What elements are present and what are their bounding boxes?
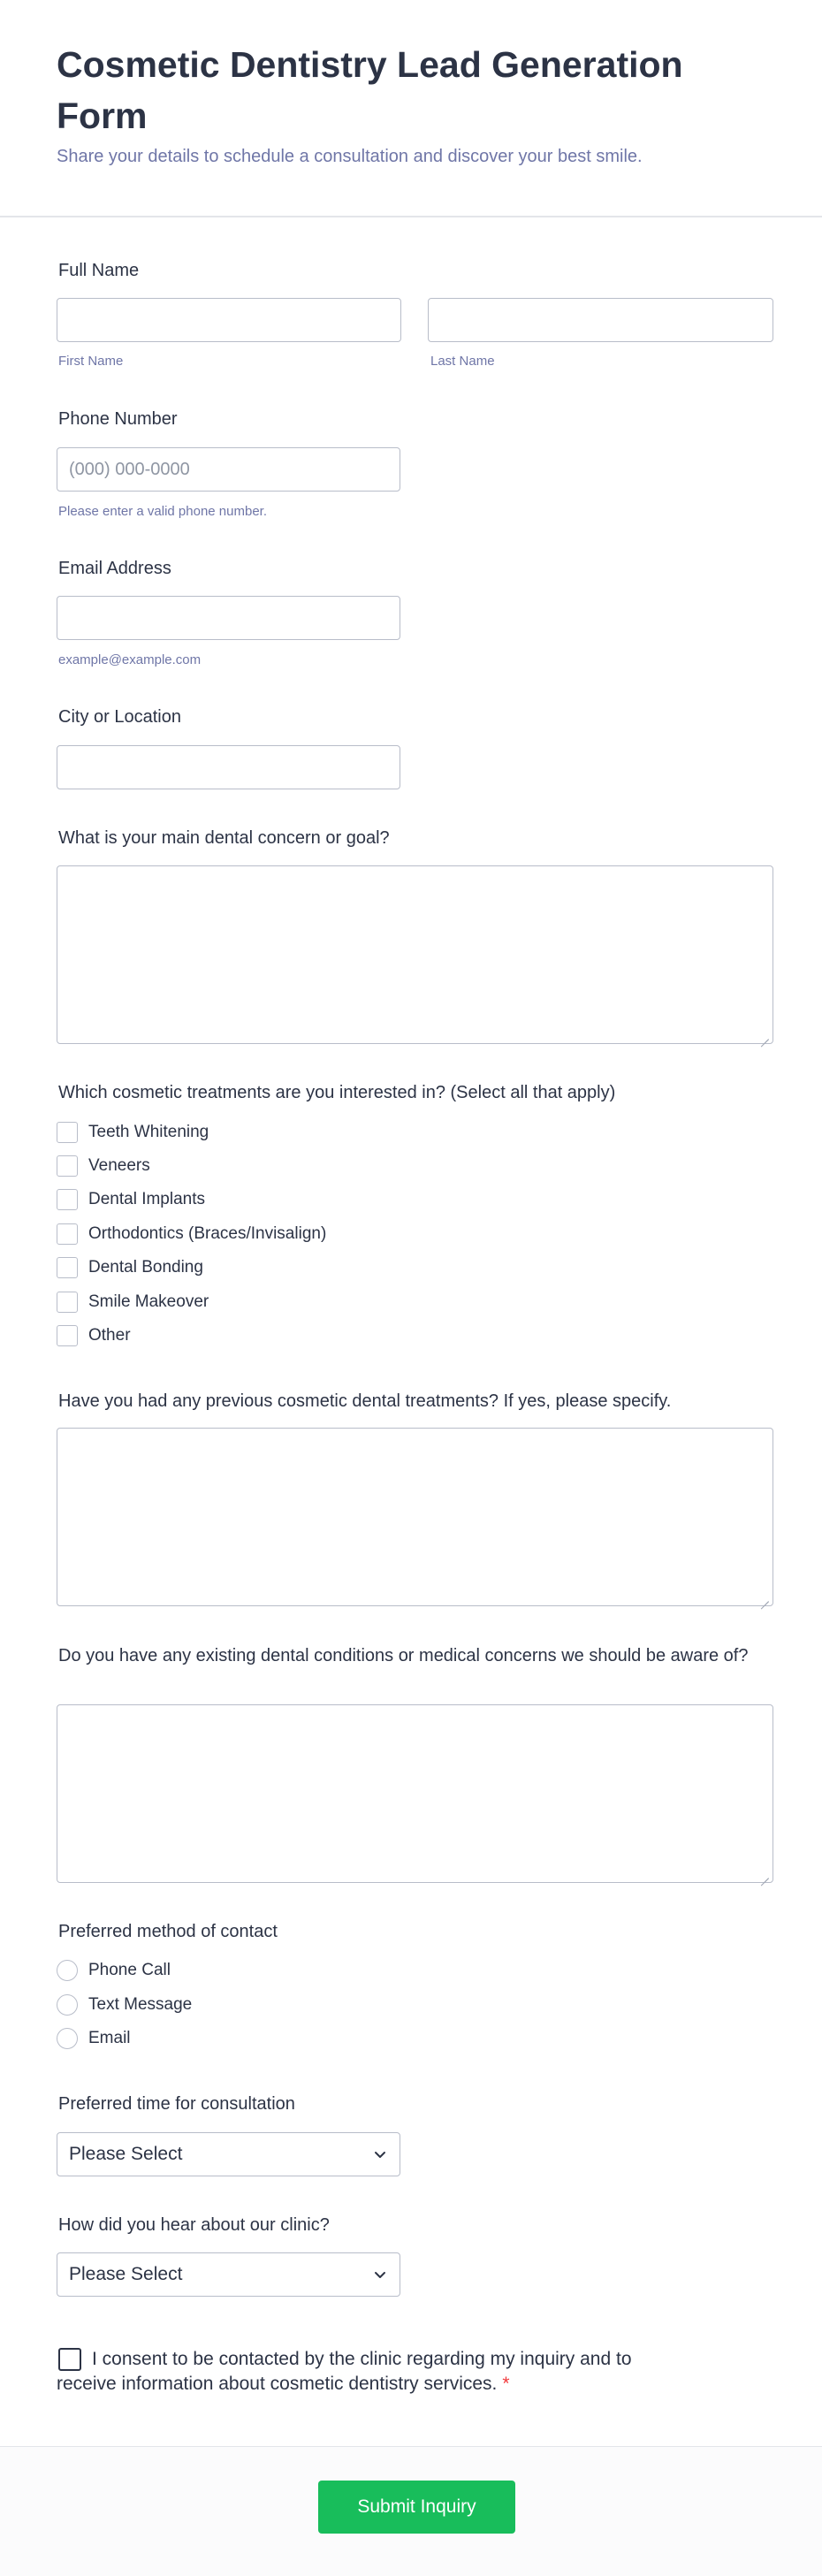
- checkbox-icon[interactable]: [57, 1292, 78, 1313]
- conditions-textarea[interactable]: [57, 1704, 773, 1883]
- concern-label: What is your main dental concern or goal?: [58, 828, 390, 848]
- contact-method-option-label: Phone Call: [88, 1961, 171, 1979]
- contact-method-option[interactable]: [57, 2027, 131, 2050]
- radio-icon[interactable]: [57, 1960, 78, 1981]
- first-name-sublabel: First Name: [58, 354, 124, 369]
- checkbox-icon[interactable]: [57, 1155, 78, 1177]
- phone-sublabel: Please enter a valid phone number.: [58, 504, 267, 519]
- treatments-label: Which cosmetic treatments are you interested in? (Select all that apply): [58, 1083, 616, 1102]
- chevron-down-icon: [372, 2267, 388, 2283]
- city-label: City or Location: [58, 707, 181, 727]
- phone-input[interactable]: [57, 447, 400, 492]
- treatment-option[interactable]: [57, 1291, 209, 1314]
- checkbox-icon[interactable]: [57, 1257, 78, 1278]
- submit-button[interactable]: Submit Inquiry: [318, 2481, 515, 2534]
- city-input[interactable]: [57, 745, 400, 789]
- treatment-option-label: Dental Implants: [88, 1190, 206, 1208]
- consent-text: [57, 2347, 666, 2397]
- required-mark: *: [502, 2374, 510, 2394]
- consent-label: I consent to be contacted by the clinic regarding my inquiry and to receive information about cosmetic dentistry services.: [57, 2349, 632, 2394]
- consult-time-selected: Please Select: [69, 2144, 183, 2164]
- treatment-option-label: Other: [88, 1326, 131, 1345]
- treatment-option-label: Orthodontics (Braces/Invisalign): [88, 1224, 327, 1243]
- conditions-label: Do you have any existing dental conditions or medical concerns we should be aware of?: [58, 1646, 749, 1665]
- resize-handle-icon[interactable]: [760, 1593, 769, 1602]
- contact-method-option[interactable]: [57, 1959, 171, 1982]
- referral-selected: Please Select: [69, 2264, 183, 2284]
- treatment-option-label: Dental Bonding: [88, 1258, 203, 1277]
- treatment-option[interactable]: [57, 1256, 203, 1279]
- chevron-down-icon: [372, 2146, 388, 2162]
- form-subtitle: Share your details to schedule a consultation and discover your best smile.: [57, 147, 643, 166]
- email-sublabel: example@example.com: [58, 652, 202, 667]
- treatment-option[interactable]: [57, 1155, 150, 1177]
- contact-method-option-label: Email: [88, 2029, 131, 2047]
- checkbox-icon[interactable]: [57, 1325, 78, 1346]
- treatment-option-label: Teeth Whitening: [88, 1123, 209, 1141]
- concern-textarea[interactable]: [57, 865, 773, 1044]
- contact-method-option-label: Text Message: [88, 1995, 193, 2014]
- email-label: Email Address: [58, 559, 171, 578]
- referral-select[interactable]: [57, 2252, 400, 2297]
- checkbox-icon[interactable]: [57, 1223, 78, 1245]
- treatment-option-label: Smile Makeover: [88, 1292, 209, 1311]
- last-name-input[interactable]: [428, 298, 773, 342]
- consult-time-select[interactable]: [57, 2132, 400, 2176]
- checkbox-icon[interactable]: [57, 1189, 78, 1210]
- treatment-option[interactable]: [57, 1223, 326, 1246]
- phone-label: Phone Number: [58, 409, 178, 429]
- previous-treatments-label: Have you had any previous cosmetic dental treatments? If yes, please specify.: [58, 1391, 672, 1411]
- form-title: Cosmetic Dentistry Lead Generation Form: [57, 44, 683, 136]
- checkbox-icon[interactable]: [57, 1122, 78, 1143]
- contact-method-label: Preferred method of contact: [58, 1922, 278, 1941]
- first-name-input[interactable]: [57, 298, 401, 342]
- form-header: [0, 0, 822, 217]
- treatment-option[interactable]: [57, 1324, 131, 1347]
- consult-time-label: Preferred time for consultation: [58, 2094, 295, 2114]
- resize-handle-icon[interactable]: [760, 1870, 769, 1879]
- last-name-sublabel: Last Name: [430, 354, 495, 369]
- treatment-option[interactable]: [57, 1121, 209, 1144]
- email-input[interactable]: [57, 596, 400, 640]
- radio-icon[interactable]: [57, 1994, 78, 2016]
- treatment-option[interactable]: [57, 1188, 205, 1211]
- radio-icon[interactable]: [57, 2028, 78, 2049]
- referral-label: How did you hear about our clinic?: [58, 2215, 330, 2235]
- treatment-option-label: Veneers: [88, 1156, 150, 1175]
- previous-treatments-textarea[interactable]: [57, 1428, 773, 1606]
- full-name-label: Full Name: [58, 261, 140, 280]
- contact-method-option[interactable]: [57, 1993, 192, 2016]
- resize-handle-icon[interactable]: [760, 1031, 769, 1040]
